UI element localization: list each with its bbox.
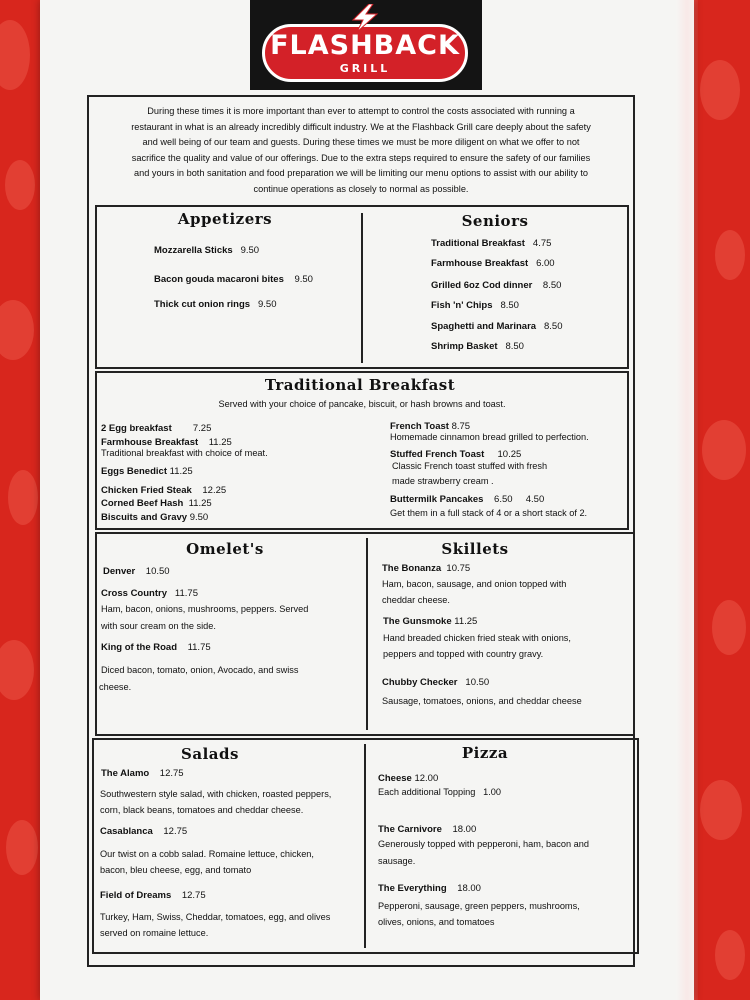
salad-item: The Alamo 12.75 [101, 768, 184, 779]
salad-desc: Turkey, Ham, Swiss, Cheddar, tomatoes, egg, and olives [100, 912, 331, 922]
pizza-desc: Pepperoni, sausage, green peppers, mushrooms, [378, 901, 580, 911]
breakfast-item: Buttermilk Pancakes 6.50 4.50 [390, 494, 545, 505]
intro-paragraph: During these times it is more important than ever to attempt to control the costs associated with running a restaurant in what is an already incredibly difficult industry. We at the Flashback Grill care deeply about the safety and well being of our team and guests. During these times we must be more diligent on what we offer to not sacrifice the quality and value of our offerings. Due to the extra steps required to ensure the safety of our families and yours in both sanitation and food preparation we will be limiting our menu options to assist with our ability to continue operations as closely to normal as possible. [131, 106, 591, 194]
skillets-title: Skillets [441, 540, 509, 558]
pizza-item: The Carnivore 18.00 [378, 824, 477, 835]
seniors-title: Seniors [461, 212, 529, 230]
divider [366, 538, 368, 730]
salad-desc: corn, black beans, tomatoes and cheddar cheese. [100, 805, 304, 815]
salad-desc: Southwestern style salad, with chicken, roasted peppers, [100, 789, 332, 799]
pizza-item: Cheese 12.00 [378, 773, 439, 784]
breakfast-desc: Classic French toast stuffed with fresh [392, 461, 548, 471]
seniors-item: Farmhouse Breakfast 6.00 [431, 258, 555, 269]
pizza-title: Pizza [461, 744, 509, 762]
omelet-desc: Ham, bacon, onions, mushrooms, peppers. Served [101, 604, 309, 614]
pizza-desc: Each additional Topping 1.00 [378, 787, 501, 797]
omelet-item: Cross Country 11.75 [101, 588, 198, 599]
seniors-item: Spaghetti and Marinara 8.50 [431, 321, 563, 332]
logo-subtitle: GRILL [339, 62, 391, 75]
breakfast-item: Chicken Fried Steak 12.25 [101, 485, 227, 496]
skillet-desc: peppers and topped with country gravy. [383, 649, 544, 659]
appetizer-item: Thick cut onion rings 9.50 [154, 299, 277, 310]
pizza-item: The Everything 18.00 [378, 883, 481, 894]
divider [364, 744, 366, 948]
breakfast-item: Farmhouse Breakfast 11.25 [101, 437, 232, 448]
salad-desc: bacon, bleu cheese, egg, and tomato [100, 865, 252, 875]
pizza-desc: sausage. [378, 856, 416, 866]
breakfast-desc: Homemade cinnamon bread grilled to perfection. [390, 432, 589, 442]
skillet-item: The Gunsmoke 11.25 [383, 616, 478, 627]
breakfast-item: French Toast 8.75 [390, 421, 471, 432]
appetizers-title: Appetizers [177, 210, 273, 228]
breakfast-title: Traditional Breakfast [264, 376, 456, 394]
logo-name: FLASHBACK [270, 30, 460, 61]
seniors-item: Shrimp Basket 8.50 [431, 341, 524, 352]
laminate-sheen [676, 0, 698, 1000]
breakfast-item: Corned Beef Hash 11.25 [101, 498, 212, 509]
breakfast-desc: Get them in a full stack of 4 or a short stack of 2. [390, 508, 588, 518]
omelet-item: King of the Road 11.75 [101, 642, 211, 653]
salads-title: Salads [181, 745, 239, 763]
seniors-item: Traditional Breakfast 4.75 [431, 238, 552, 249]
appetizer-item: Mozzarella Sticks 9.50 [154, 245, 260, 256]
breakfast-item: Eggs Benedict 11.25 [101, 466, 193, 477]
omelet-desc: with sour cream on the side. [101, 621, 216, 631]
omelet-desc: Diced bacon, tomato, onion, Avocado, and swiss [101, 665, 299, 675]
skillet-desc: Hand breaded chicken fried steak with onions, [383, 633, 571, 643]
omelets-title: Omelet's [186, 540, 264, 558]
breakfast-item: Biscuits and Gravy 9.50 [101, 512, 209, 523]
salad-item: Casablanca 12.75 [100, 826, 188, 837]
skillet-item: Chubby Checker 10.50 [382, 677, 490, 688]
salad-item: Field of Dreams 12.75 [100, 890, 206, 901]
seniors-item: Grilled 6oz Cod dinner 8.50 [431, 280, 562, 291]
breakfast-desc: made strawberry cream . [392, 476, 494, 486]
salad-desc: Our twist on a cobb salad. Romaine lettuce, chicken, [100, 849, 314, 859]
breakfast-subtitle: Served with your choice of pancake, biscuit, or hash browns and toast. [218, 399, 506, 409]
skillet-desc: Sausage, tomatoes, onions, and cheddar cheese [382, 696, 582, 706]
lightning-bolt-icon [347, 4, 383, 32]
seniors-item: Fish 'n' Chips 8.50 [431, 300, 519, 311]
omelet-item: Denver 10.50 [103, 566, 170, 577]
skillet-item: The Bonanza 10.75 [382, 563, 471, 574]
pizza-desc: Generously topped with pepperoni, ham, bacon and [378, 839, 589, 849]
skillet-desc: cheddar cheese. [382, 595, 450, 605]
breakfast-item: Stuffed French Toast 10.25 [390, 449, 522, 460]
appetizer-item: Bacon gouda macaroni bites 9.50 [154, 274, 313, 285]
salad-desc: served on romaine lettuce. [100, 928, 209, 938]
breakfast-item: 2 Egg breakfast 7.25 [101, 423, 212, 434]
skillet-desc: Ham, bacon, sausage, and onion topped with [382, 579, 567, 589]
breakfast-desc: Traditional breakfast with choice of meat. [101, 448, 268, 458]
pizza-desc: olives, onions, and tomatoes [378, 917, 495, 927]
omelet-desc: cheese. [99, 682, 132, 692]
divider [361, 213, 363, 363]
